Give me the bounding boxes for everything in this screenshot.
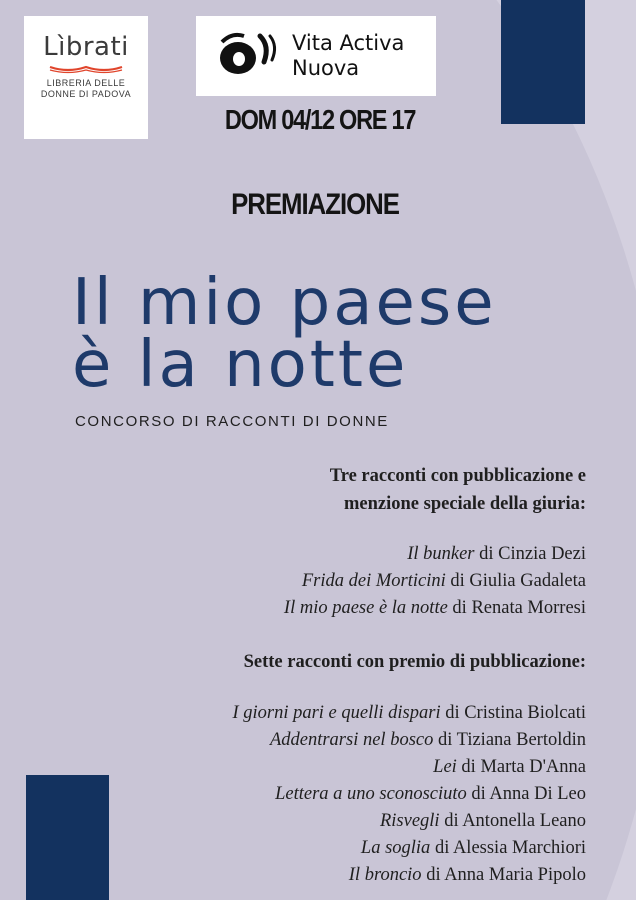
list-item [46,754,586,781]
story-title: Risvegli [379,811,440,831]
section1 [46,462,586,518]
story-author: Cinzia Dezi [498,544,586,564]
list-item [46,862,586,889]
librati-logo-tagline: LIBRERIA DELLE DONNE DI PADOVA [40,78,132,99]
story-author: Antonella Leano [462,811,586,831]
story-sep: di [445,571,470,591]
section2-list [46,700,586,889]
story-sep: di [466,784,490,804]
story-author: Tiziana Bertoldin [456,730,586,750]
story-title: Addentrarsi nel bosco [269,730,434,750]
list-item [46,541,586,568]
page-title [72,266,592,402]
story-title: Lei [433,757,457,777]
open-book-icon [48,64,124,74]
story-sep: di [430,838,453,858]
list-item [46,835,586,862]
list-item [46,727,586,754]
section2 [46,648,586,676]
story-author: Cristina Biolcati [464,703,586,723]
title-line-2: è la notte [72,328,409,402]
vita-activa-mark-icon [208,28,288,84]
story-author: Anna Maria Pipolo [444,865,586,885]
story-author: Anna Di Leo [489,784,586,804]
vita-activa-line1: Vita Activa [292,31,405,55]
list-item [46,808,586,835]
section1-heading-line2: menzione speciale della giuria: [343,494,586,514]
story-title: Frida dei Morticini [301,571,446,591]
title-line-1: Il mio paese [72,266,497,340]
story-author: Renata Morresi [471,598,586,618]
story-sep: di [439,811,463,831]
section2-heading: Sette racconti con premio di pubblicazione: [243,652,586,672]
story-title: I giorni pari e quelli dispari [232,703,441,723]
list-item [46,700,586,727]
librati-logo [24,16,148,139]
story-sep: di [456,757,481,777]
list-item [46,568,586,595]
story-title: Il mio paese è la notte [283,598,448,618]
story-sep: di [447,598,472,618]
list-item [46,781,586,808]
story-author: Giulia Gadaleta [469,571,586,591]
event-date-time: DOM 04/12 ORE 17 [224,104,416,135]
story-sep: di [474,544,499,564]
story-author: Alessia Marchiori [452,838,586,858]
story-sep: di [440,703,465,723]
story-sep: di [421,865,445,885]
story-sep: di [433,730,457,750]
vita-activa-logo [196,16,436,96]
event-subtitle: CONCORSO DI RACCONTI DI DONNE [75,413,389,430]
story-title: Il broncio [348,865,422,885]
navy-block-top [501,0,585,124]
section1-list [46,541,586,622]
vita-activa-logo-text [292,31,432,81]
vita-activa-line2: Nuova [292,56,360,80]
story-title: Il bunker [407,544,475,564]
story-author: Marta D'Anna [480,757,586,777]
section1-heading-line1: Tre racconti con pubblicazione e [329,466,586,486]
librati-logo-name: Lìbrati [43,32,129,62]
story-title: La soglia [360,838,431,858]
story-title: Lettera a uno sconosciuto [275,784,467,804]
list-item [46,595,586,622]
event-label: PREMIAZIONE [231,188,399,221]
